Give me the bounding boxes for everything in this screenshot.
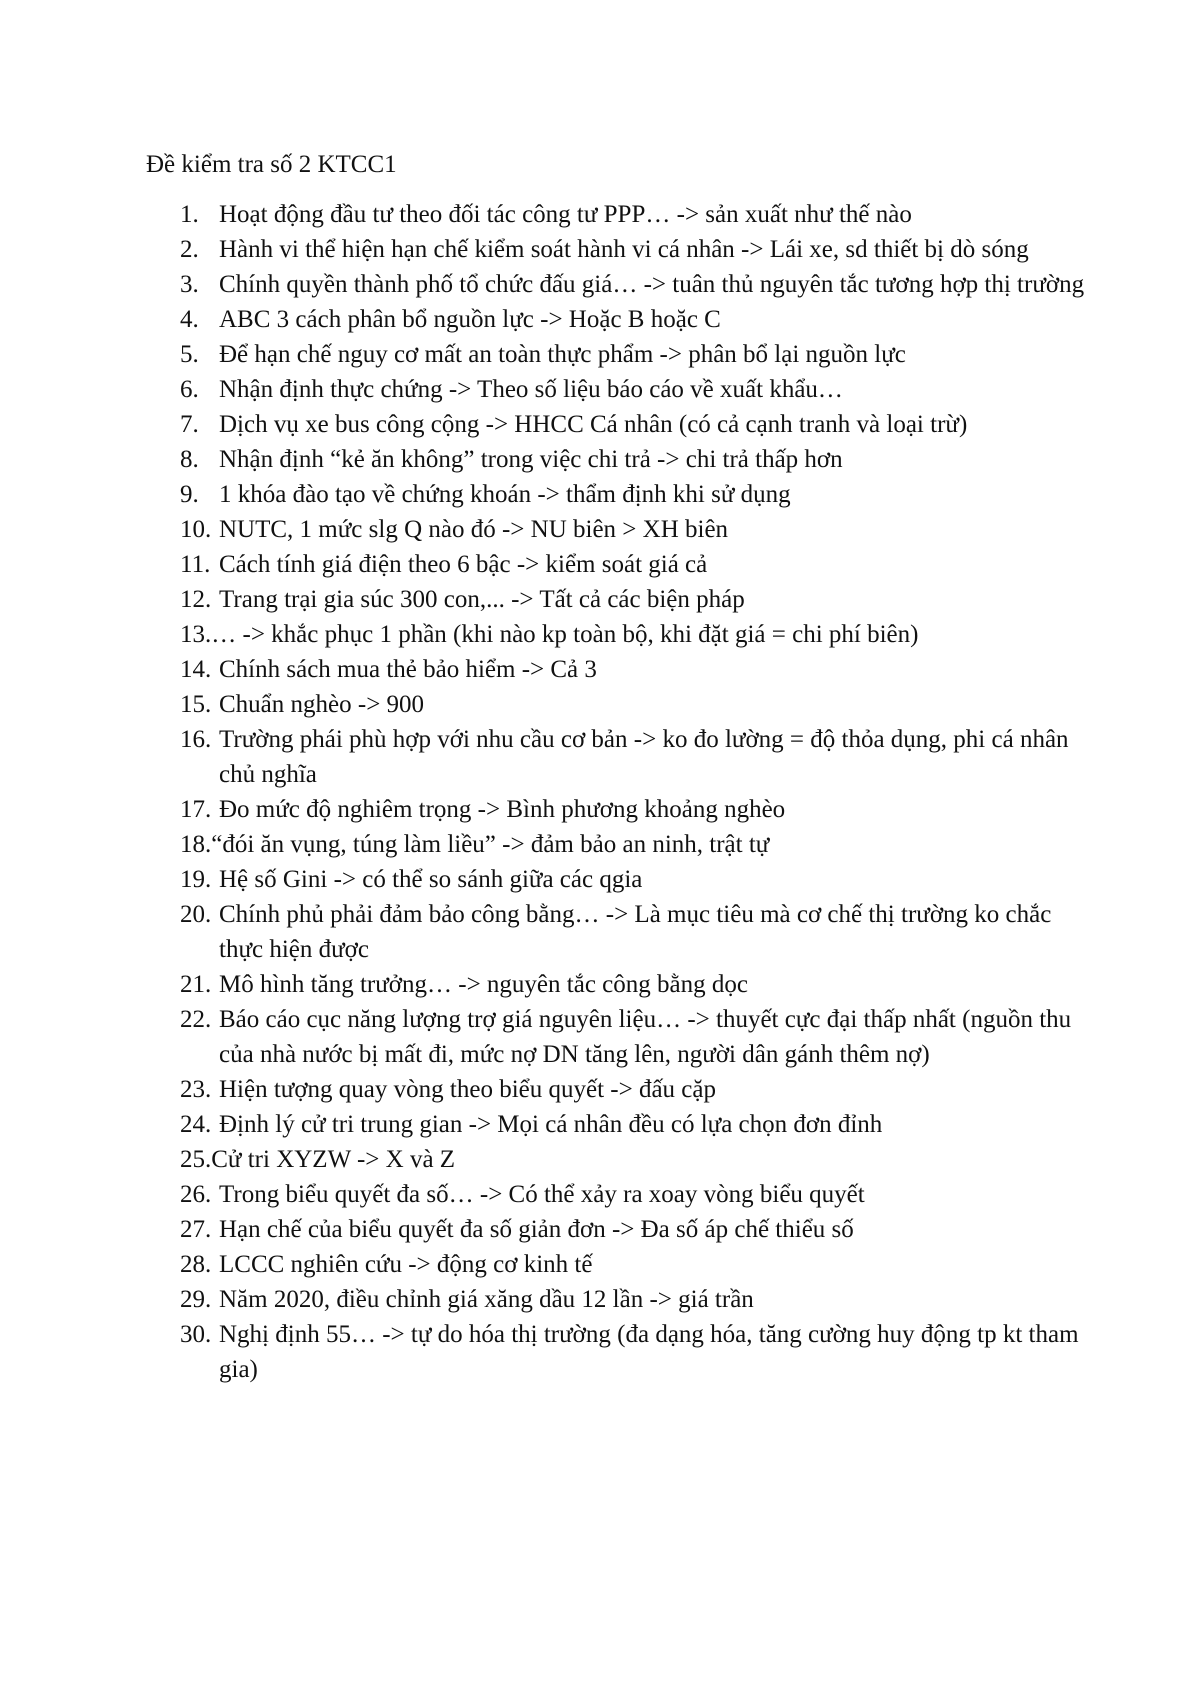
item-text: LCCC nghiên cứu -> động cơ kinh tế: [219, 1251, 593, 1278]
item-text: Đo mức độ nghiêm trọng -> Bình phương khoảng nghèo: [219, 796, 786, 823]
list-item: [0, 792, 1200, 827]
list-item: [0, 232, 1200, 267]
item-number: 6.: [180, 376, 199, 403]
item-number: 12.: [180, 586, 212, 613]
list-item: [0, 442, 1200, 477]
item-text: 13.… -> khắc phục 1 phần (khi nào kp toàn bộ, khi đặt giá = chi phí biên): [180, 621, 919, 648]
item-text: Trường phái phù hợp với nhu cầu cơ bản -> ko đo lường = độ thỏa dụng, phi cá nhân chủ nghĩa: [219, 726, 1069, 788]
item-number: 22.: [180, 1006, 212, 1033]
item-number: 7.: [180, 411, 199, 438]
item-number: 11.: [180, 551, 211, 578]
item-text: Mô hình tăng trưởng… -> nguyên tắc công bằng dọc: [219, 971, 748, 998]
item-number: 10.: [180, 516, 212, 543]
list-item: [0, 582, 1200, 617]
item-number: 26.: [180, 1181, 212, 1208]
item-number: 23.: [180, 1076, 212, 1103]
item-number: 21.: [180, 971, 212, 998]
item-number: 5.: [180, 341, 199, 368]
list-item: [0, 477, 1200, 512]
list-item: [0, 372, 1200, 407]
list-item: [0, 1107, 1200, 1142]
item-text: Hệ số Gini -> có thể so sánh giữa các qgia: [219, 866, 643, 893]
item-text: Năm 2020, điều chỉnh giá xăng dầu 12 lần -> giá trần: [219, 1286, 754, 1313]
item-number: 24.: [180, 1111, 212, 1138]
item-number: 3.: [180, 271, 199, 298]
list-item: [0, 1177, 1200, 1212]
item-number: 8.: [180, 446, 199, 473]
item-text: 1 khóa đào tạo về chứng khoán -> thẩm định khi sử dụng: [219, 481, 791, 508]
list-item: [0, 1317, 1200, 1387]
item-number: 2.: [180, 236, 199, 263]
item-number: 1.: [180, 201, 199, 228]
item-text: Để hạn chế nguy cơ mất an toàn thực phẩm -> phân bổ lại nguồn lực: [219, 341, 906, 368]
list-item: [0, 967, 1200, 1002]
item-number: 19.: [180, 866, 212, 893]
list-item: [0, 862, 1200, 897]
item-text: Nhận định “kẻ ăn không” trong việc chi trả -> chi trả thấp hơn: [219, 446, 843, 473]
list-item: [0, 1282, 1200, 1317]
list-item: [0, 337, 1200, 372]
item-number: 15.: [180, 691, 212, 718]
question-list: [0, 197, 1200, 1387]
item-text: Nhận định thực chứng -> Theo số liệu báo cáo về xuất khẩu…: [219, 376, 843, 403]
item-number: 30.: [180, 1321, 212, 1348]
list-item: [0, 302, 1200, 337]
list-item: [0, 722, 1200, 792]
item-number: 16.: [180, 726, 212, 753]
item-text: Chính phủ phải đảm bảo công bằng… -> Là mục tiêu mà cơ chế thị trường ko chắc thực hiện được: [219, 901, 1052, 963]
item-text: Chính quyền thành phố tổ chức đấu giá… -> tuân thủ nguyên tắc tương hợp thị trường: [219, 271, 1085, 298]
item-number: 27.: [180, 1216, 212, 1243]
document-title: Đề kiểm tra số 2 KTCC1: [146, 151, 397, 178]
list-item: [0, 197, 1200, 232]
item-number: 9.: [180, 481, 199, 508]
item-text: Định lý cử tri trung gian -> Mọi cá nhân đều có lựa chọn đơn đỉnh: [219, 1111, 883, 1138]
list-item: [0, 1002, 1200, 1072]
list-item: [0, 512, 1200, 547]
item-number: 28.: [180, 1251, 212, 1278]
item-text: Hoạt động đầu tư theo đối tác công tư PPP… -> sản xuất như thế nào: [219, 201, 912, 228]
list-item: [0, 547, 1200, 582]
item-text: Hạn chế của biểu quyết đa số giản đơn -> Đa số áp chế thiểu số: [219, 1216, 854, 1243]
list-item: [0, 827, 1200, 862]
list-item: [0, 687, 1200, 722]
item-text: Nghị định 55… -> tự do hóa thị trường (đa dạng hóa, tăng cường huy động tp kt tham gia): [219, 1321, 1079, 1383]
list-item: [0, 1142, 1200, 1177]
item-text: Hiện tượng quay vòng theo biểu quyết -> đấu cặp: [219, 1076, 716, 1103]
item-number: 20.: [180, 901, 212, 928]
list-item: [0, 407, 1200, 442]
list-item: [0, 1072, 1200, 1107]
item-text: 25.Cử tri XYZW -> X và Z: [180, 1146, 456, 1173]
item-text: Báo cáo cục năng lượng trợ giá nguyên liệu… -> thuyết cực đại thấp nhất (nguồn thu của nhà nước bị mất đi, mức nợ DN tăng lên, người dân gánh thêm nợ): [219, 1006, 1072, 1068]
list-item: [0, 897, 1200, 967]
list-item: [0, 1212, 1200, 1247]
item-number: 14.: [180, 656, 212, 683]
item-text: Cách tính giá điện theo 6 bậc -> kiểm soát giá cả: [219, 551, 708, 578]
item-text: ABC 3 cách phân bổ nguồn lực -> Hoặc B hoặc C: [219, 306, 721, 333]
item-text: NUTC, 1 mức slg Q nào đó -> NU biên > XH biên: [219, 516, 729, 543]
item-text: Dịch vụ xe bus công cộng -> HHCC Cá nhân (có cả cạnh tranh và loại trừ): [219, 411, 968, 438]
item-number: 17.: [180, 796, 212, 823]
item-text: Hành vi thể hiện hạn chế kiểm soát hành vi cá nhân -> Lái xe, sd thiết bị dò sóng: [219, 236, 1029, 263]
list-item: [0, 617, 1200, 652]
item-text: Trong biểu quyết đa số… -> Có thể xảy ra xoay vòng biểu quyết: [219, 1181, 865, 1208]
item-text: Trang trại gia súc 300 con,... -> Tất cả các biện pháp: [219, 586, 745, 613]
list-item: [0, 1247, 1200, 1282]
item-number: 29.: [180, 1286, 212, 1313]
item-text: 18.“đói ăn vụng, túng làm liều” -> đảm bảo an ninh, trật tự: [180, 831, 770, 858]
list-item: [0, 652, 1200, 687]
item-text: Chuẩn nghèo -> 900: [219, 691, 425, 718]
item-number: 4.: [180, 306, 199, 333]
list-item: [0, 267, 1200, 302]
item-text: Chính sách mua thẻ bảo hiểm -> Cả 3: [219, 656, 597, 683]
